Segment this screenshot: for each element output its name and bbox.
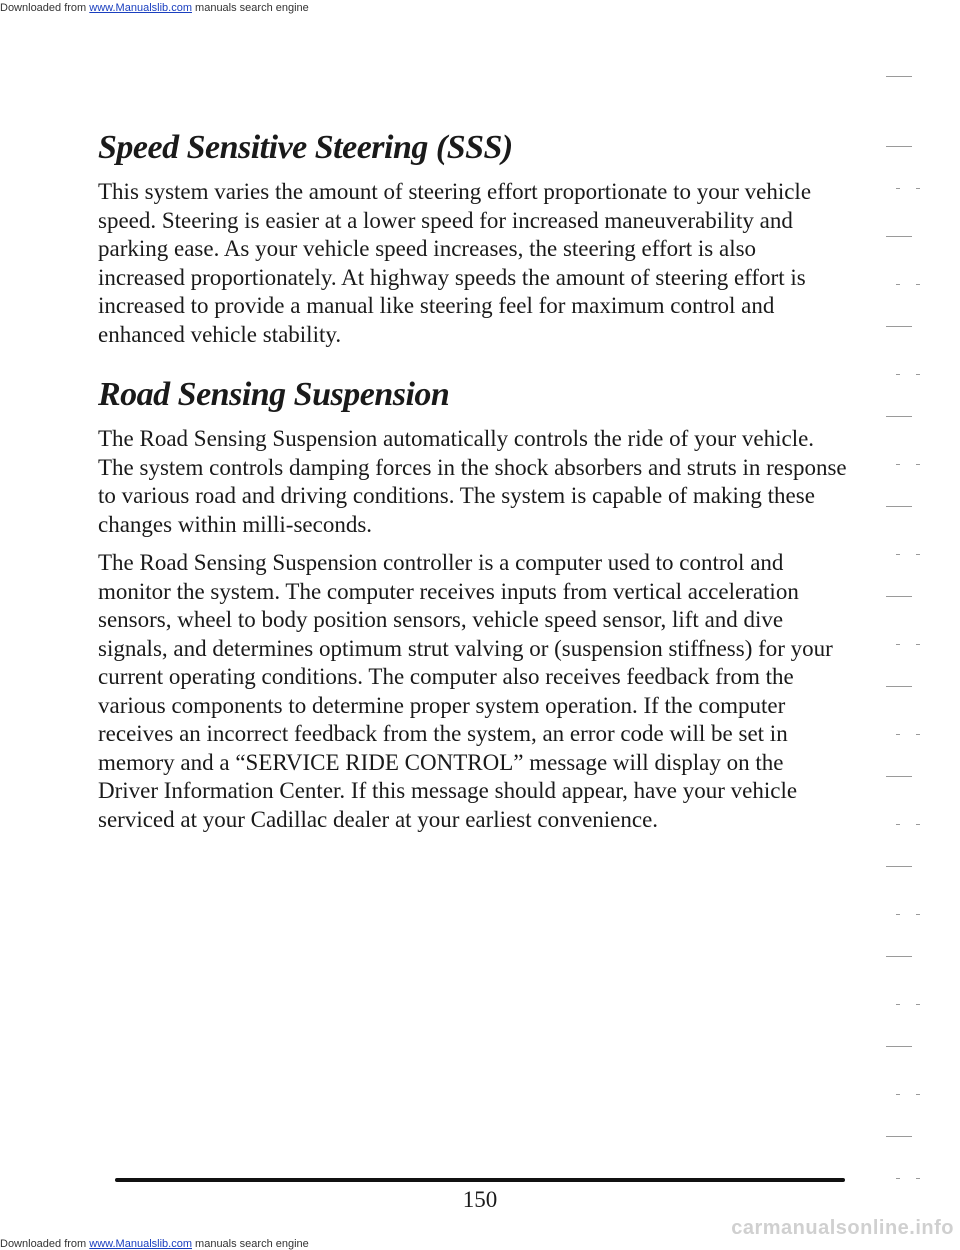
manualslib-link[interactable]: www.Manualslib.com (89, 2, 192, 14)
download-banner-top (0, 2, 309, 14)
banner-prefix: Downloaded from (0, 2, 90, 14)
footer-rule (115, 1178, 845, 1182)
paragraph-rss-controller: The Road Sensing Suspension controller is a computer used to control and monitor the system. The computer receives inputs from vertical acceleration sensors, wheel to body position sensors, vehicle speed sensor, lift and dive signals, and determines optimum strut valving or (suspension stiffness) for your current operating conditions. The computer also receives feedback from the various components to determine proper system operation. If the computer receives an incorrect feedback from the system, an error code will be set in memory and a “SERVICE RIDE CONTROL” message will display on the Driver Information Center. If this message should appear, have your vehicle serviced at your Cadillac dealer at your earliest convenience. (98, 550, 833, 832)
page-number: 150 (462, 1187, 498, 1212)
carmanualsonline-watermark: carmanualsonline.info (731, 1217, 954, 1239)
manual-page-content (98, 128, 848, 844)
paragraph-sss-description: This system varies the amount of steering effort proportionate to your vehicle speed. Steering is easier at a lower speed for increased maneuverability and parking ease. As your vehicle speed increases, the steering effort is also increased proportionately. At highway speeds the amount of steering effort is increased to provide a manual like steering feel for maximum control and enhanced vehicle stability. (98, 179, 812, 347)
banner-prefix-bottom: Downloaded from (0, 1238, 90, 1250)
banner-suffix: manuals search engine (191, 2, 309, 14)
heading-speed-sensitive-steering: Speed Sensitive Steering (SSS) (98, 129, 513, 166)
manualslib-link-bottom[interactable]: www.Manualslib.com (89, 1238, 192, 1250)
paragraph-rss-overview: The Road Sensing Suspension automatically controls the ride of your vehicle. The system controls damping forces in the shock absorbers and struts in response to various road and driving conditions. The system is capable of making these changes within milli-seconds. (98, 426, 847, 537)
heading-road-sensing-suspension: Road Sensing Suspension (98, 376, 450, 413)
margin-registration-marks (880, 70, 930, 1190)
banner-suffix-bottom: manuals search engine (191, 1238, 309, 1250)
